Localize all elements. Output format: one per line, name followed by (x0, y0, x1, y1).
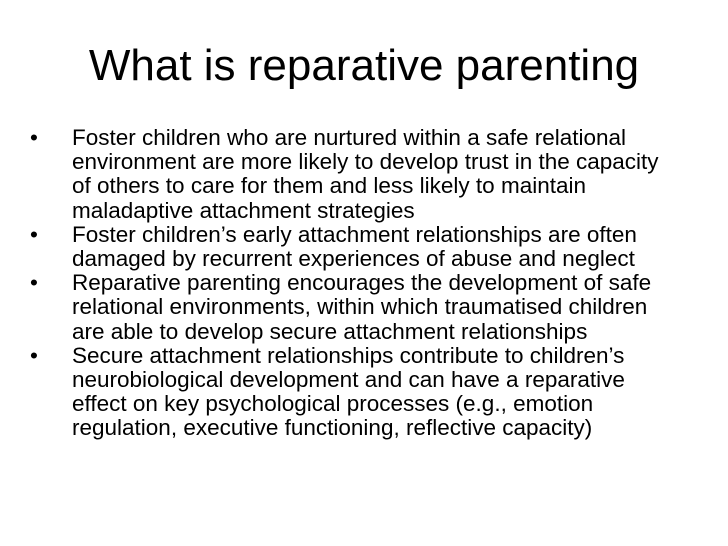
bullet-icon: • (30, 221, 38, 247)
bullet-line: maladaptive attachment strategies (72, 197, 415, 223)
bullet-list (30, 126, 690, 441)
bullet-icon: • (30, 125, 38, 150)
bullet-item (30, 344, 690, 441)
bullet-line: Foster children who are nurtured within a safe relational (72, 125, 627, 150)
bullet-line: environment are more likely to develop trust in the capacity (72, 149, 659, 175)
bullet-icon: • (30, 270, 38, 296)
bullet-line: of others to care for them and less likely to maintain (72, 173, 586, 199)
bullet-item (30, 223, 690, 271)
bullet-line: effect on key psychological processes (e.g., emotion (72, 391, 594, 417)
slide-title: What is reparative parenting (88, 41, 640, 90)
bullet-icon: • (30, 342, 38, 368)
bullet-line: Secure attachment relationships contribute to children’s (72, 342, 625, 368)
bullet-item (30, 271, 690, 344)
bullet-line: regulation, executive functioning, reflective capacity) (72, 415, 593, 441)
bullet-line: are able to develop secure attachment relationships (72, 318, 588, 344)
bullet-line: Reparative parenting encourages the development of safe (72, 270, 652, 296)
bullet-line: Foster children’s early attachment relationships are often (72, 221, 637, 247)
bullet-item (30, 126, 690, 223)
bullet-line: damaged by recurrent experiences of abuse and neglect (72, 246, 635, 272)
bullet-line: neurobiological development and can have a reparative (72, 367, 625, 393)
bullet-line: relational environments, within which traumatised children (72, 294, 648, 320)
